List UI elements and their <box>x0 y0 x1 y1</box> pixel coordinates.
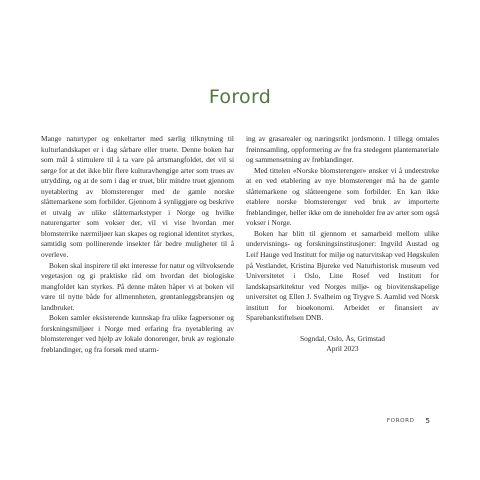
paragraph: Boken har blitt til gjennom et samarbeid mellom ulike undervisnings- og forskningsinstitusjoner: Ingvild Austad og Leif Hauge ved Institutt for miljø og naturvitskap ved Høgskulen på Vestlandet, Kristina Bjureke ved Naturhistorisk museum ved Universitetet i Oslo, Line Rosef ved Institutt for landskapsarkitektur ved Norges miljø- og biovitenskapelige universitet og Ellen J. Svalheim og Trygve S. Aamlid ved Norsk institutt for bioøkonomi. Arbeidet er finansiert av Sparebankstiftelsen DNB. <box>246 228 439 323</box>
page-footer <box>387 417 430 425</box>
right-text-column <box>246 134 439 355</box>
page-number: 5 <box>425 417 430 425</box>
running-footer-label: FORORD <box>386 418 415 424</box>
signature-date: April 2023 <box>326 344 359 354</box>
paragraph: Boken samler eksisterende kunnskap fra ulike fagpersoner og forskningsmiljøer i Norge med erfaring fra nyetablering av blomsterenger ved hjelp av lokale donorenger, bruk av regionale frøblandinger, og fra forsøk med utarm- <box>41 313 234 354</box>
paragraph: Boken skal inspirere til økt interesse for natur og viltvoksende vegetasjon og gi praktiske råd om hvordan det biologiske mangfoldet kan styrkes. På denne måten håper vi at boken vil være til nytte både for allmennheten, grøntanleggsbransjen og landbruket. <box>41 260 234 312</box>
page-title: Forord <box>208 86 272 108</box>
paragraph: Med tittelen «Norske blomsterenger» ønsker vi å understreke at en ved etablering av nye blomsterenger må ha de gamle slåttemarkene og slåtteengene som forbilder. En kan ikke etablere norske blomsterenger ved bruk av importerte frøblandinger, heller ikke om de inneholder frø av arter som også vokser i Norge. <box>246 165 439 228</box>
paragraph: Mange naturtyper og enkeltarter med særlig tilknytning til kulturlandskapet er i dag sårbare eller truete. Denne boken har som mål å stimulere til å ta vare på artsmangfoldet, det vil si sørge for at det ikke blir flere kulturavhengige arter som trues av utrydding, og at de som i dag er truet, blir mindre truet gjennom nyetablering av blomsterenger med de gamle norske slåttemarkene som forbilder. Gjennom å synliggjøre og beskrive et utvalg av ulike slåttemarkstyper i Norge og hvilke naturengarter som vokser der, vil vi vise hvordan mer blomsterrike nærmiljøer kan skapes og regional identitet styrkes, samtidig som pollinerende insekter får bedre muligheter til å overleve. <box>41 134 234 260</box>
left-text-column <box>41 134 234 355</box>
signature-block <box>246 334 439 355</box>
paragraph: ing av grasarealer og næringsrikt jordsmonn. I tillegg omtales frøinnsamling, oppformering av frø fra stedegent plantemateriale og sammensetning av frøblandinger. <box>246 134 439 165</box>
signature-places: Sogndal, Oslo, Ås, Grimstad <box>300 333 385 343</box>
